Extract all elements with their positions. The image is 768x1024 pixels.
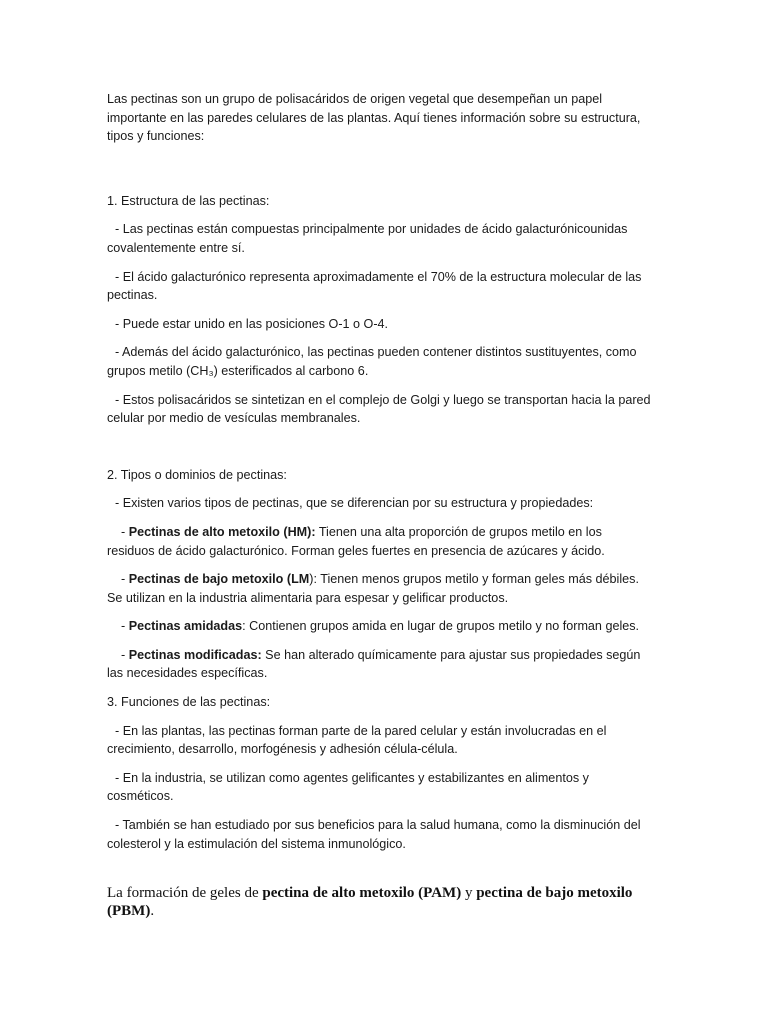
gel-formation-caption — [107, 884, 652, 920]
caption-text: La formación de geles de — [107, 885, 263, 901]
type-dash: - — [121, 572, 129, 587]
section2-heading: 2. Tipos o dominios de pectinas: — [107, 467, 287, 482]
section3-item: - También se han estudiado por sus beneficios para la salud humana, como la disminución del colesterol y la estimulación del sistema inmunológico. — [107, 818, 641, 851]
section3-item: - En las plantas, las pectinas forman parte de la pared celular y están involucradas en el crecimiento, desarrollo, morfogénesis y adhesión célula-célula. — [107, 723, 607, 757]
section1-item: - Puede estar unido en las posiciones O-1 o O-4. — [115, 316, 389, 331]
type-name: Pectinas de bajo metoxilo (LM — [128, 572, 310, 587]
document-body — [107, 90, 652, 863]
section1-item: - Estos polisacáridos se sintetizan en el complejo de Golgi y luego se transportan hacia la pared celular por medio de vesículas membranales. — [107, 392, 651, 426]
type-dash: - — [121, 524, 129, 539]
type-dash: - — [121, 647, 129, 662]
caption-bold-pam: pectina de alto metoxilo (PAM) — [262, 885, 462, 901]
type-description: Tienen una alta proporción de grupos metilo en los residuos de ácido galacturónico. Forman geles fuertes en presencia de azúcares y ácido. — [107, 524, 605, 558]
caption-bold-pbm: pectina de bajo metoxilo (PBM) — [107, 885, 633, 919]
section2-lead: - Existen varios tipos de pectinas, que se diferencian por su estructura y propiedades: — [115, 496, 594, 511]
pectin-type-lm — [107, 570, 652, 607]
type-dash: - — [121, 619, 129, 634]
pectin-type-hm — [107, 523, 652, 560]
pectin-type-modified — [107, 646, 652, 683]
section1-item: - Las pectinas están compuestas principalmente por unidades de ácido galacturónicounidas covalentemente entre sí. — [107, 222, 628, 255]
caption-text: y — [461, 885, 477, 901]
pectin-type-amidated — [107, 617, 652, 636]
type-description: : Contienen grupos amida en lugar de grupos metilo y no forman geles. — [242, 619, 640, 634]
type-name: Pectinas amidadas — [128, 619, 243, 634]
section3-item: - En la industria, se utilizan como agentes gelificantes y estabilizantes en alimentos y cosméticos. — [107, 770, 589, 804]
type-description: Se han alterado químicamente para ajustar sus propiedades según las necesidades específicas. — [107, 647, 641, 681]
section3-heading: 3. Funciones de las pectinas: — [107, 695, 271, 710]
section1-item: - Además del ácido galacturónico, las pectinas pueden contener distintos sustituyentes, como grupos metilo (CH₃) esterificados al carbono 6. — [107, 345, 637, 378]
caption-text: . — [150, 903, 155, 919]
section1-heading: 1. Estructura de las pectinas: — [107, 193, 270, 208]
type-description: ): Tienen menos grupos metilo y forman geles más débiles. Se utilizan en la industria alimentaria para espesar y gelificar productos. — [107, 572, 639, 605]
section1-item: - El ácido galacturónico representa aproximadamente el 70% de la estructura molecular de las pectinas. — [107, 269, 642, 303]
type-name: Pectinas de alto metoxilo (HM): — [128, 524, 316, 539]
type-name: Pectinas modificadas: — [128, 647, 262, 662]
intro-paragraph: Las pectinas son un grupo de polisacáridos de origen vegetal que desempeñan un papel importante en las paredes celulares de las plantas. Aquí tienes información sobre su estructura, tipos y funciones: — [107, 92, 641, 144]
